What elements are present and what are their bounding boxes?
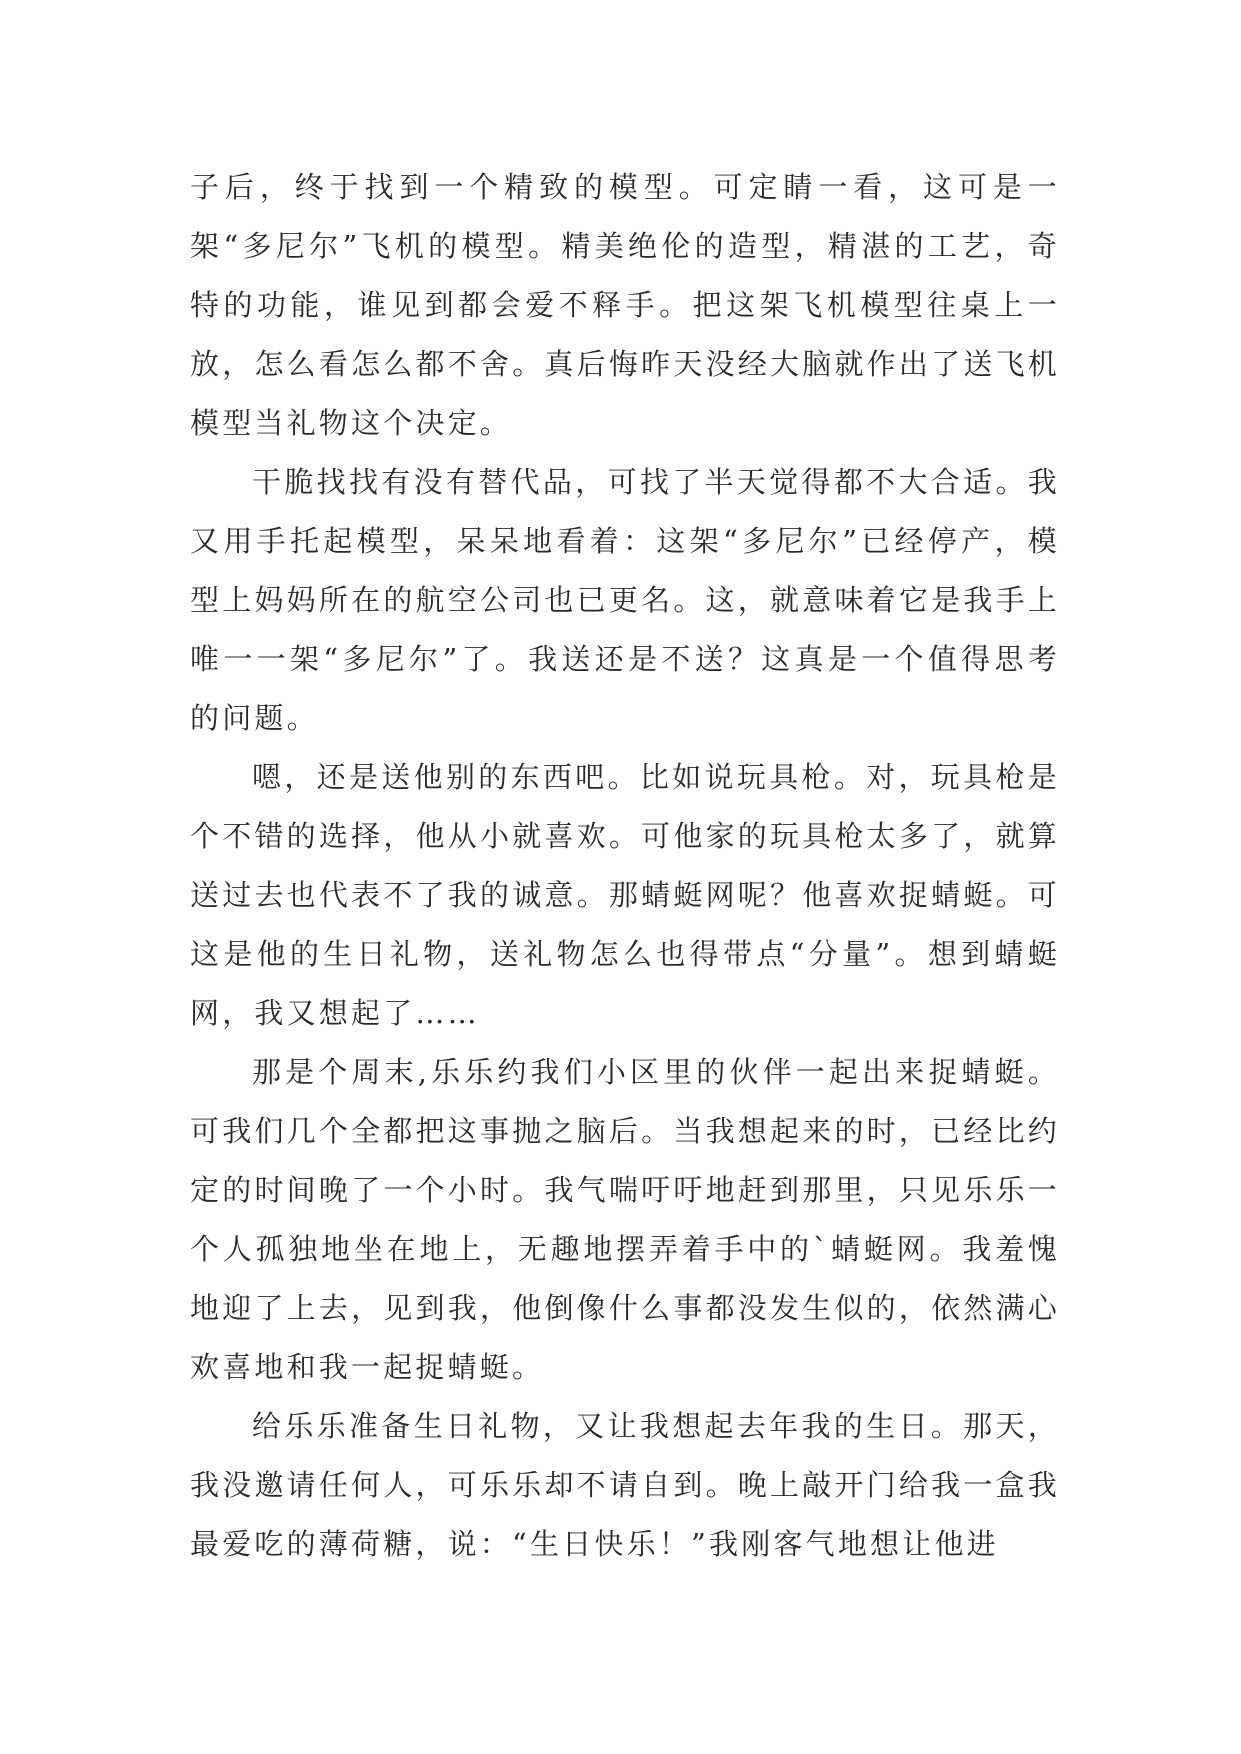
paragraph-2: 干脆找找有没有替代品，可找了半天觉得都不大合适。我又用手托起模型，呆呆地看着：这架“多尼尔”已经停产，模型上妈妈所在的航空公司也已更名。这，就意味着它是我手上唯一一架“多尼尔”了。我送还是不送？这真是一个值得思考的问题。: [190, 465, 1060, 735]
paragraph-1: 子后，终于找到一个精致的模型。可定睛一看，这可是一架“多尼尔”飞机的模型。精美绝伦的造型，精湛的工艺，奇特的功能，谁见到都会爱不释手。把这架飞机模型往桌上一放，怎么看怎么都不舍。真后悔昨天没经大脑就作出了送飞机模型当礼物这个决定。: [190, 170, 1060, 440]
document-body: [190, 158, 1060, 1574]
paragraph-4: 那是个周末,乐乐约我们小区里的伙伴一起出来捉蜻蜓。可我们几个全都把这事抛之脑后。当我想起来的时，已经比约定的时间晚了一个小时。我气喘吁吁地赶到那里，只见乐乐一个人孤独地坐在地上，无趣地摆弄着手中的`蜻蜓网。我羞愧地迎了上去，见到我，他倒像什么事都没发生似的，依然满心欢喜地和我一起捉蜻蜓。: [190, 1055, 1060, 1384]
paragraph-5: 给乐乐准备生日礼物，又让我想起去年我的生日。那天，我没邀请任何人，可乐乐却不请自到。晚上敲开门给我一盒我最爱吃的薄荷糖，说：“生日快乐！”我刚客气地想让他进: [190, 1409, 1060, 1561]
paragraph-3: 嗯，还是送他别的东西吧。比如说玩具枪。对，玩具枪是个不错的选择，他从小就喜欢。可他家的玩具枪太多了，就算送过去也代表不了我的诚意。那蜻蜓网呢？他喜欢捉蜻蜓。可这是他的生日礼物，送礼物怎么也得带点“分量”。想到蜻蜓网，我又想起了……: [190, 760, 1060, 1030]
